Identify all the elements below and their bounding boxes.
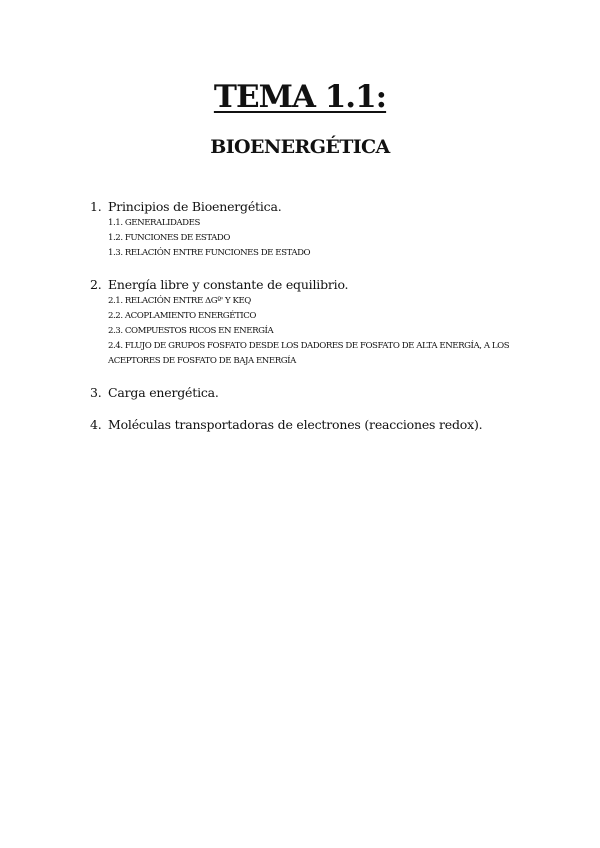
section-list [90,198,540,448]
section-item [90,276,540,369]
subsection-list [108,294,540,369]
subsection-item: 1.3. RELACIÓN ENTRE FUNCIONES DE ESTADO [108,248,311,258]
subsection-item: 2.4. FLUJO DE GRUPOS FOSFATO DESDE LOS DADORES DE FOSFATO DE ALTA ENERGÍA, A LOS ACEPTORES DE FOSFATO DE BAJA ENERGÍA [108,341,510,366]
section-number: 2. [90,277,102,292]
section-number: 3. [90,385,102,400]
section-heading [90,416,540,433]
section-number: 1. [90,199,102,214]
subsection-item: 2.2. ACOPLAMIENTO ENERGÉTICO [108,311,256,321]
section-title: Carga energética. [108,385,219,400]
subsection-list [108,216,540,261]
page-subtitle: BIOENERGÉTICA [210,136,390,158]
section-number: 4. [90,417,102,432]
page-title [0,78,600,116]
subsection-item: 2.1. RELACIÓN ENTRE ΔGº' Y KEQ [108,296,251,306]
section-title: Principios de Bioenergética. [108,199,282,214]
subsection-item: 2.3. COMPUESTOS RICOS EN ENERGÍA [108,326,274,336]
section-heading [90,198,540,215]
section-title: Energía libre y constante de equilibrio. [108,277,349,292]
section-item [90,198,540,261]
section-title: Moléculas transportadoras de electrones (reacciones redox). [108,417,483,432]
subsection-item: 1.2. FUNCIONES DE ESTADO [108,233,230,243]
section-heading [90,384,540,401]
section-item [90,384,540,401]
subsection-item: 1.1. GENERALIDADES [108,218,200,228]
page-title-text: TEMA 1.1: [213,79,387,115]
section-item [90,416,540,433]
section-heading [90,276,540,293]
